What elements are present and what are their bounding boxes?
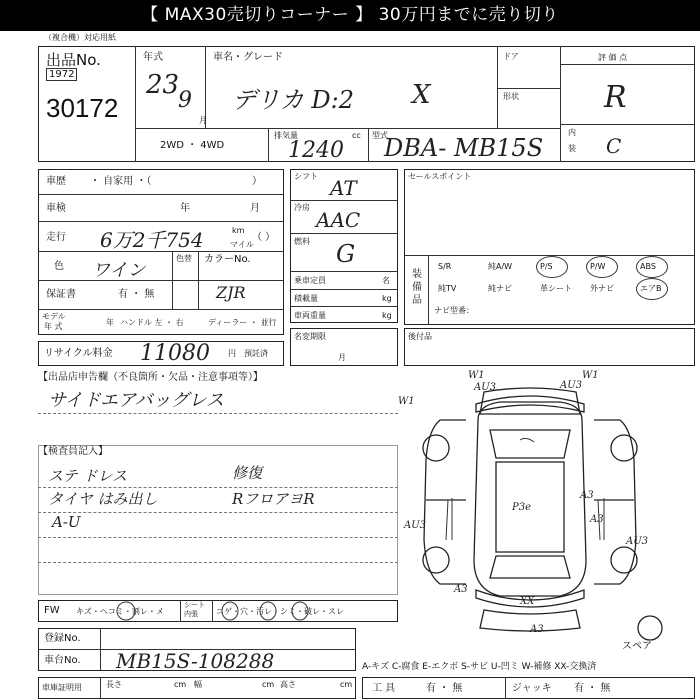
warranty-options: 有 ・ 無 — [118, 289, 155, 300]
diagram-mark: W1 — [468, 370, 485, 381]
type-value: DBA- MB15S — [384, 134, 544, 162]
condition-items: キズ・ヘコミ・割レ・メ — [76, 607, 164, 616]
equipment-item: S/R — [438, 262, 452, 271]
equipment-item: 純TV — [438, 284, 457, 293]
jack-options: 有 ・ 無 — [574, 683, 611, 694]
history-close: ） — [252, 176, 262, 187]
inspector-line1-right: 修復 — [232, 464, 263, 482]
lot-label: 出品No. — [46, 51, 101, 69]
color-code-value: ZJR — [216, 283, 246, 302]
interior-label-1: 内 — [568, 128, 576, 137]
inspection-label: 車検 — [46, 203, 66, 214]
condition-items-2: コゲ・穴・汚レ・シミ・破レ・スレ — [216, 607, 344, 616]
certificate-width: 幅 — [194, 680, 202, 689]
name-change-month: 月 — [338, 353, 346, 362]
seller-notes-text: サイドエアバッグレス — [48, 390, 225, 411]
after-fit-label: 後付品 — [408, 332, 432, 341]
weight-unit: kg — [382, 311, 392, 320]
inspector-line1-left: ステ ドレス — [48, 467, 128, 485]
type-label: 型式 — [372, 131, 388, 140]
spare-tire — [638, 616, 662, 640]
displacement-unit: cc — [352, 131, 361, 140]
mileage-km: km — [232, 226, 245, 235]
rear-glass — [490, 556, 570, 578]
shift-label: シフト — [294, 172, 318, 181]
model-year-label-1: モデル — [42, 312, 66, 321]
navi-label: ナビ型番： — [434, 306, 474, 315]
diagram-mark: P3e — [512, 502, 532, 513]
diagram-mark: AU3 — [560, 380, 583, 391]
interior-value: C — [606, 134, 622, 158]
score-value: R — [604, 80, 627, 115]
shift-value: AT — [330, 176, 357, 200]
recycle-value: 11080 — [140, 341, 210, 366]
equipment-item: エアB — [640, 284, 662, 293]
equipment-item: 外ナビ — [590, 284, 614, 293]
recycle-unit: 円 — [228, 349, 236, 358]
recycle-status: 預託済 — [244, 349, 268, 358]
left-side-mark — [446, 498, 452, 540]
inspection-year: 年 — [180, 203, 190, 214]
windshield — [490, 430, 570, 458]
inspection-month: 月 — [250, 203, 260, 214]
diagram-mark: AU3 — [404, 520, 427, 531]
chassis-label: 車台No. — [44, 655, 81, 666]
equipment-item: 純A/W — [488, 262, 513, 271]
legend: A-キズ C-腐食 E-エクボ S-サビ U-凹ミ W-補修 XX-交換済 — [362, 662, 597, 672]
equipment-item: 純ナビ — [488, 284, 512, 293]
equipment-item: 革シート — [540, 284, 572, 293]
diagram-mark: W1 — [582, 370, 599, 381]
diagram-mark: W1 — [398, 396, 415, 407]
dealer-options: ディーラー ・ 並行 — [208, 318, 277, 327]
registration-label: 登録No. — [44, 633, 81, 644]
equipment-item: P/S — [540, 262, 553, 271]
lot-number: 30172 — [46, 93, 119, 123]
year-value: 23 — [146, 70, 180, 100]
lot-stamp: 1972 — [46, 68, 77, 81]
load-label: 積載量 — [294, 294, 318, 303]
diagram-mark: AU3 — [626, 536, 649, 547]
color-value: ワイン — [92, 260, 146, 281]
certificate-height: 高さ — [280, 680, 296, 689]
color-change-label: 色替 — [176, 254, 192, 263]
year-label: 年式 — [143, 52, 163, 63]
color-code-label: カラーNo. — [204, 254, 251, 265]
fuel-value: G — [336, 240, 356, 268]
tools-options: 有 ・ 無 — [426, 683, 463, 694]
model-year-unit: 年 — [106, 318, 114, 327]
diagram-mark: A3 — [530, 624, 544, 635]
history-label: 車歴 — [46, 176, 66, 187]
color-label: 色 — [54, 261, 64, 272]
month-value: 9 — [178, 88, 192, 113]
left-side-outline — [424, 420, 466, 584]
certificate-unit-3: cm — [340, 680, 353, 689]
jack-label: ジャッキ — [512, 683, 552, 694]
recycle-label: リサイクル料金 — [44, 348, 113, 359]
fuel-label: 燃料 — [294, 237, 310, 246]
mileage-paren: （ ） — [252, 232, 276, 243]
diagram-mark: A3 — [454, 584, 468, 595]
diagram-mark: XX — [520, 596, 535, 607]
equipment-label: 装備品 — [412, 269, 422, 306]
diagram-mark: A3 — [590, 514, 604, 525]
condition-seat-label: シート内張 — [184, 601, 205, 618]
displacement-label: 排気量 — [274, 131, 298, 140]
banner: 【 MAX30売切りコーナー 】 30万円までに売り切り — [0, 0, 700, 31]
model-year-label-2: 年 式 — [44, 322, 63, 331]
equipment-item: P/W — [590, 262, 606, 271]
ac-value: AAC — [316, 208, 361, 232]
door-label: ドア — [503, 52, 519, 61]
grade-value: X — [412, 80, 431, 110]
warranty-label: 保証書 — [46, 289, 76, 300]
weight-label: 車両重量 — [294, 311, 326, 320]
inspector-line2-left: タイヤ はみ出し — [48, 490, 158, 508]
diagram-mark: AU3 — [474, 382, 497, 393]
chassis-value: MB15S-108288 — [116, 649, 275, 673]
roof-mark — [520, 438, 534, 442]
history-options: ・ 自家用 ・（ — [90, 176, 152, 187]
top-note: （複合機）対応用紙 — [44, 33, 116, 42]
certificate-unit-1: cm — [174, 680, 187, 689]
mileage-value: 6万2千754 — [100, 228, 204, 252]
inspector-label: 【検査員記入】 — [38, 446, 108, 457]
spare-label: スペア — [622, 641, 652, 652]
mileage-mile: マイル — [230, 240, 254, 249]
displacement-value: 1240 — [288, 138, 344, 163]
condition-label: FW — [44, 605, 60, 616]
handle-options: ハンドル 左 ・ 右 — [120, 318, 184, 327]
shape-label: 形状 — [503, 92, 519, 101]
certificate-unit-2: cm — [262, 680, 275, 689]
sales-point-label: セールスポイント — [408, 172, 472, 181]
diagram-mark: A3 — [580, 490, 594, 501]
capacity-label: 乗車定員 — [294, 276, 326, 285]
interior-label-2: 装 — [568, 144, 576, 153]
model-value: デリカ D:2 — [232, 86, 354, 114]
capacity-unit: 名 — [382, 276, 390, 285]
month-unit: 月 — [199, 116, 207, 125]
inspector-line3-left: A-U — [52, 513, 81, 531]
drive-label: 2WD ・ 4WD — [160, 140, 225, 151]
certificate-label: 車庫証明用 — [42, 683, 82, 692]
right-side-outline — [594, 420, 636, 584]
score-label: 評 価 点 — [598, 53, 628, 62]
ac-label: 冷房 — [294, 203, 310, 212]
name-change-label: 名変期限 — [294, 332, 326, 341]
equipment-item: ABS — [640, 262, 656, 271]
inspector-line2-right: RフロアヨR — [232, 490, 315, 508]
model-label: 車名・グレード — [213, 52, 283, 63]
tools-label: 工 具 — [372, 683, 396, 694]
seller-notes-label: 【出品店申告欄（不良箇所・欠品・注意事項等）】 — [38, 372, 263, 383]
load-unit: kg — [382, 294, 392, 303]
certificate-length: 長さ — [106, 680, 122, 689]
mileage-label: 走行 — [46, 232, 66, 243]
